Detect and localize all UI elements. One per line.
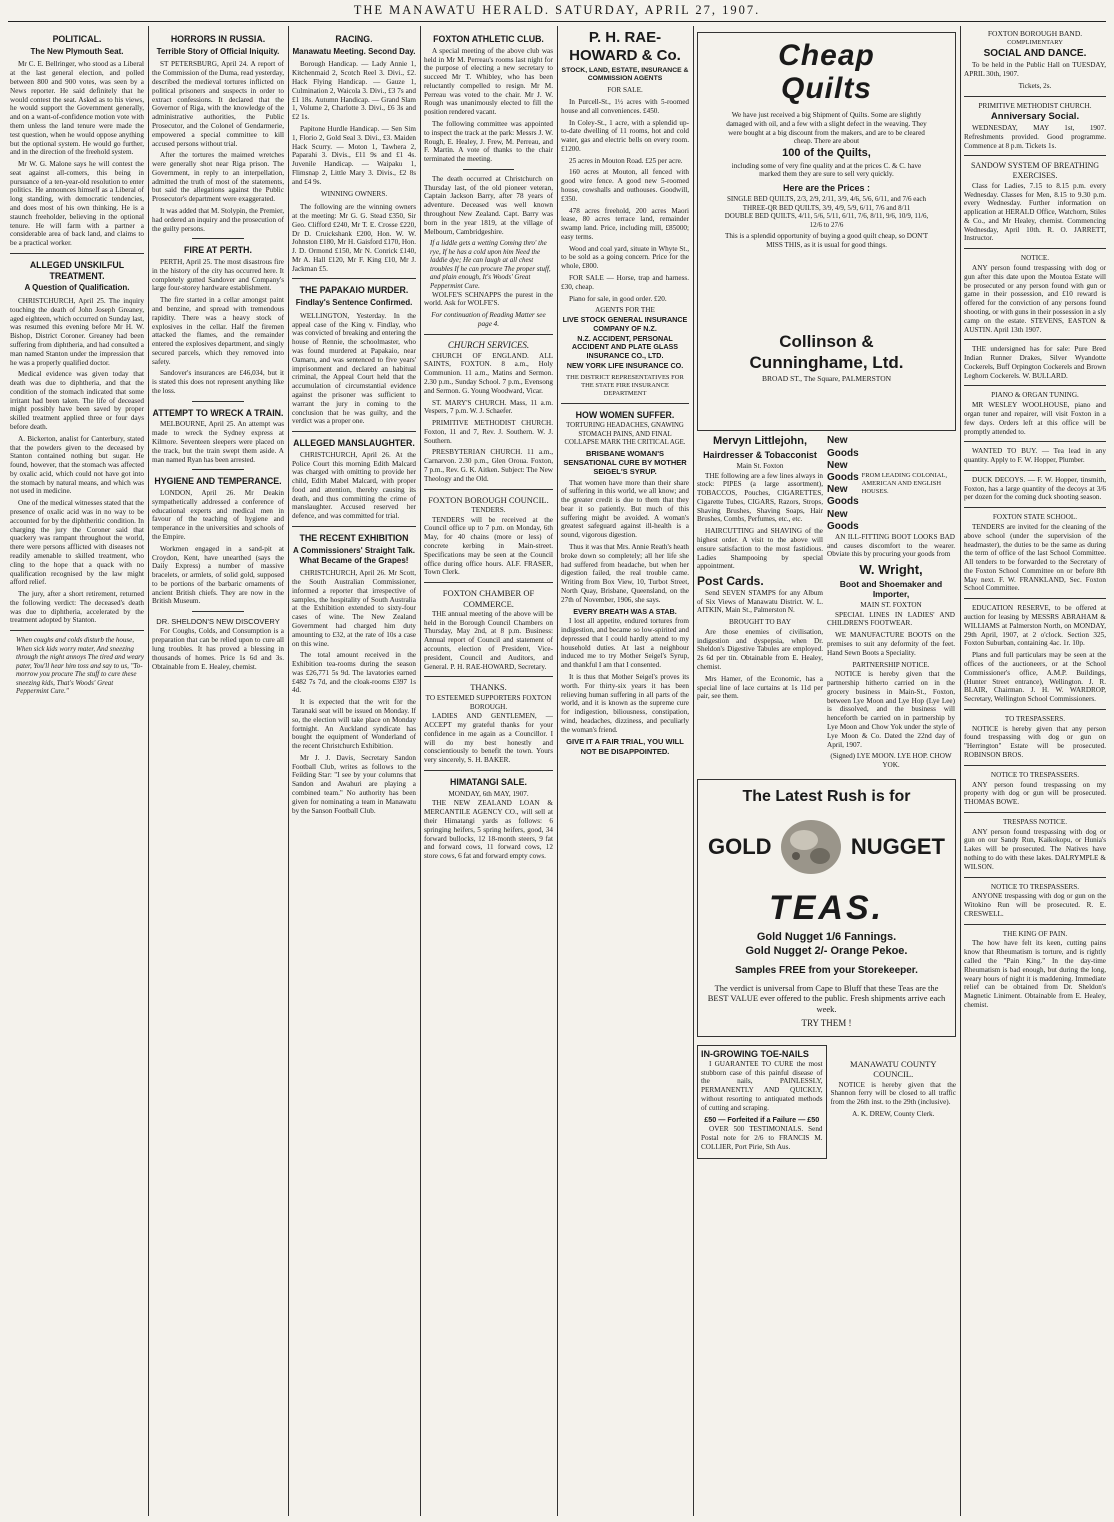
- notice-paragraph: MR WESLEY WOOLHOUSE, piano and organ tuner and repairer, will visit Foxton in a few days. Orders left at this office will be promptly attended to.: [964, 401, 1106, 436]
- racing-subheading: Manawatu Meeting. Second Day.: [292, 46, 416, 56]
- breath-heading: EVERY BREATH WAS A STAB.: [573, 606, 677, 616]
- column-1: [10, 28, 144, 1516]
- chamber-heading: FOXTON CHAMBER OF COMMERCE.: [442, 588, 535, 609]
- littlejohn-ad: [697, 435, 823, 770]
- new-goods-stack: [827, 435, 859, 533]
- piano-heading: PIANO & ORGAN TUNING.: [991, 391, 1079, 400]
- thanks-heading: THANKS.: [470, 682, 507, 693]
- toenails-ad: [697, 1045, 827, 1159]
- pekoe-line: Gold Nugget 2/- Orange Pekoe.: [745, 945, 908, 958]
- new-goods-label: New Goods: [827, 435, 859, 459]
- column-rule: [420, 26, 421, 1516]
- littlejohn-subtitle: Hairdresser & Tobacconist: [703, 449, 817, 460]
- notice-heading: NOTICE.: [1020, 254, 1050, 263]
- partnership-heading: PARTNERSHIP NOTICE.: [852, 660, 930, 669]
- racing-heading: RACING.: [335, 34, 373, 44]
- ad-paragraph: NOTICE is hereby given that the partnership hitherto carried on in the grocery business in Main-St., Foxton, between Lye Moon and Lye Hop (Lye Lee) is dissolved, and the business will henceforth be carried on in partnership by Lye Moon and Chow Yok under the style of Lye Moon & Co. Dated the 22nd day of April, 1907.: [827, 670, 955, 749]
- church-listing: ST. MARY'S CHURCH. Mass, 11 a.m. Vespers, 7 p.m. W. J. Schaefer.: [424, 398, 553, 416]
- new-goods-label: New Goods: [827, 508, 859, 532]
- papakaio-heading: THE PAPAKAIO MURDER.: [299, 285, 409, 296]
- collinson-name: Collinson & Cunninghame, Ltd.: [749, 331, 904, 372]
- partnership-signature: (Signed) LYE MOON. LYE HOP. CHOW YOK.: [830, 752, 952, 770]
- toenails-heading: IN-GROWING TOE-NAILS: [701, 1048, 809, 1059]
- masthead-rule: [8, 21, 1106, 22]
- article-paragraph: The following committee was appointed to inspect the track at the park: Messrs J. W. Rough, E. Healey, J. Frew, M. Perreau, and F. Martin. A vote of thanks to the chair terminated the meeting.: [424, 119, 553, 164]
- papakaio-subheading: Findlay's Sentence Confirmed.: [295, 298, 413, 308]
- meth-heading: PRIMITIVE METHODIST CHURCH.: [978, 101, 1092, 110]
- divider: [424, 770, 553, 771]
- divider: [964, 339, 1106, 340]
- peppermint-poem: When coughs and colds disturb the house, When sick kids worry mater, And sneezing through the night annoys The tired and weary pater, You'll hear him toss and say to us, "To-morrow you procure The stuff to cure these sneezing kids, That's Woods' Great Peppermint Cure.": [16, 636, 144, 696]
- column-4: [424, 28, 553, 1516]
- listing: In Purcell-St., 1½ acres with 5-roomed house and all conveniences. £450.: [561, 97, 689, 115]
- rush-heading: The Latest Rush is for: [742, 787, 911, 805]
- himatangi-date: MONDAY, 6th MAY, 1907.: [448, 789, 529, 798]
- column-3: [292, 28, 416, 1516]
- notice-paragraph: ANY person found trespassing with dog or gun on our Sandy Run, Kaikokopu, or Hunia's Lakes will be prosecuted. The Natives have nothing to do with these lakes. DALRYMPLE & WILSON.: [964, 827, 1106, 871]
- divider: [463, 169, 515, 170]
- ad-paragraph: OVER 500 TESTIMONIALS. Send Postal note for 2/6 to FRANCIS M. COLLIER, Port Pirie, Sth Aus.: [701, 1125, 823, 1151]
- church-listing: PRIMITIVE METHODIST CHURCH. Foxton, 11 and 7, Rev. J. Southern. W. J. Southern.: [424, 419, 553, 445]
- article-paragraph: CHRISTCHURCH, April 26. At the Police Court this morning Edith Malcard was charged with omitting to provide her child, Edith Mabel Malcard, with proper food and attention, thereby causing its death, and thus committing the crime of manslaughter. Accused reserved her defence, and was committed for trial.: [292, 450, 416, 521]
- article-paragraph: Papitone Hurdle Handicap. — Sen Sim 1, Florio 2, Gold Seal 3. Divi., £3. Maiden Hack Scurry. — Moton 1, Tawhera 2, Paparahi 3. Divis., £11 9s and £1 4s. Juvenile Handicap. — Waipaku 1, Flimsnap 2, Little Mary 3. Divis., £2 8s and £4 9s.: [292, 124, 416, 186]
- new-goods-label: New Goods: [827, 484, 859, 508]
- littlejohn-address: Main St. Foxton: [736, 461, 784, 470]
- king-heading: THE KING OF PAIN.: [1002, 929, 1068, 938]
- nugget-icon: [776, 812, 846, 882]
- notice-paragraph: DUCK DECOYS. — F. W. Hopper, tinsmith, Foxton, has a large quantity of the decoys at 3/6 per dozen for the coming duck shooting season.: [964, 475, 1106, 502]
- band-heading: FOXTON BOROUGH BAND.: [987, 29, 1083, 38]
- listing: Wood and coal yard, situate in Whyte St., to be sold as a going concern. Price for the whole, £800.: [561, 244, 689, 271]
- brought-heading: BROUGHT TO BAY: [728, 618, 792, 627]
- notice-paragraph: Class for Ladies, 7.15 to 8.15 p.m. every Wednesday. Classes for Men, 8.15 to 9.30 p.m. every Wednesday. Further information on application at HERALD Office, Watchorn, Stiles & Co., and Mr Healey, chemist. Commencing Wednesday, April 10th. R. O. JARRETT, Instructor.: [964, 181, 1106, 243]
- article-paragraph: Borough Handicap. — Lady Annie 1, Kitchenmaid 2, Scotch Reel 3. Divi., £2. Hack Flying Handicap. — Gauze 1, Culmination 2, Waicola 3. Divi., £3 7s and £1 18s. Autumn Handicap. — Grand Slam 1, Volume 2, Charlotte 3. Divi., £6 3s and £2 1s.: [292, 60, 416, 122]
- article-paragraph: WOLFE'S SCHNAPPS the purest in the world. Ask for WOLFE'S.: [424, 290, 553, 308]
- price-line: DOUBLE BED QUILTS, 4/11, 5/6, 5/11, 6/11, 7/6, 8/11, 9/6, 10/9, 11/6, 12/6 to 27/6: [724, 212, 929, 229]
- divider: [964, 155, 1106, 156]
- divider: [964, 924, 1106, 925]
- quilts-heading: Quilts: [780, 72, 872, 105]
- divider: [561, 403, 689, 404]
- divider: [964, 709, 1106, 710]
- column-6: [697, 28, 956, 1516]
- sheldon-heading: DR. SHELDON'S NEW DISCOVERY: [156, 617, 280, 627]
- quilts-text: We have just received a big Shipment of Quilts. Some are slightly damaged with oil, and a few with a slight defect in the weaving. They were bought at a big discount from the makers, and are to be cleared cheap. There are about: [726, 111, 927, 146]
- nugget-row: [708, 812, 945, 882]
- article-paragraph: THE annual meeting of the above will be held in the Borough Council Chambers on Thursday, May 2nd, at 8 p.m. Business: Annual report of Council and statement of accounts, election of President, Vice-president, Council and Auditors, and General. P. H. RAE-HOWARD, Secretary.: [424, 609, 553, 671]
- trespass-heading: TRESPASS NOTICE.: [1002, 817, 1068, 826]
- column-rule: [288, 26, 289, 1516]
- article-paragraph: Mr W. G. Malone says he will contest the seat against all-comers, this being in pursuance of a ten-year-old resolution to enter politics. He announces himself as a Liberal of long standing, with democratic tendencies, and does most of his own thinking. He is a staunch freeholder, believing in the optional tenure. He will farm with a partner a considerable area of back land, and claims to be a practical worker.: [10, 160, 144, 248]
- wright-subtitle: Boot and Shoemaker and Importer,: [839, 579, 943, 600]
- political-heading: POLITICAL.: [52, 34, 102, 44]
- manslaughter-heading: ALLEGED MANSLAUGHTER.: [293, 438, 415, 449]
- ad-whitespace: [722, 251, 931, 331]
- article-paragraph: TENDERS will be received at the Council office up to 7 p.m. on Monday, 6th May, for 40 chains (more or less) of concrete kerbing in Main-street. Specifications may be seen at the Council office during office hours. ALF. FRASER, Town Clerk.: [424, 515, 553, 577]
- divider: [964, 765, 1106, 766]
- verdict-text: The verdict is universal from Cape to Bluff that these Teas are the BEST VALUE ever offered to the public. Fresh shipments arrive each week.: [707, 982, 946, 1014]
- notice-paragraph: ANY person found trespassing on my property with dog or gun will be prosecuted. THOMAS BOWE.: [964, 780, 1106, 807]
- notice-paragraph: Plans and full particulars may be seen at the offices of the auctioneers, or at the School Commissioner's office, A.M.P. Buildings, (Hunter Street entrance), Wellington. J. R. BLAIR, Chairman. J. H. W. WARDROP, Secretary, Wellington School Commissioners.: [964, 651, 1106, 704]
- band-social: SOCIAL AND DANCE.: [983, 48, 1087, 60]
- gold-nugget-ad: [697, 779, 956, 1037]
- notice-paragraph: NOTICE is hereby given that any person found trespassing with dog or gun on "Herrington" Estate will be prosecuted. ROBINSON BROS.: [964, 724, 1106, 759]
- trespass-heading: TO TRESPASSERS.: [1004, 714, 1066, 723]
- agency: NEW YORK LIFE INSURANCE CO.: [566, 361, 684, 371]
- divider: [192, 401, 245, 402]
- new-goods-block: [827, 435, 955, 533]
- try-them: TRY THEM !: [801, 1017, 852, 1028]
- article-paragraph: CHRISTCHURCH, April 26. Mr Scott, the South Australian Commissioner, informed a reporter that irrespective of samples, the hospitality of South Australia at the Exhibition extended to sixty-four cases of wine. The New Zealand Government had charged him duty amounting to £32, at the rate of 10s a case on this wine.: [292, 569, 416, 648]
- notice-paragraph: ANYONE trespassing with dog or gun on the Witokino Run will be prosecuted. R. E. CRESWELL.: [964, 892, 1106, 918]
- article-paragraph: The total amount received in the Exhibition tea-rooms during the season was £26,771 5s 9d. The lavatories earned £482 7s 7d, and the cloak-rooms £397 1s 4d.: [292, 651, 416, 695]
- church-listing: CHURCH OF ENGLAND. ALL SAINTS, FOXTON. 8 a.m., Holy Communion. 11 a.m., Matins and Sermon. 2.30 p.m., Sunday School. 7 p.m., Evensong and Sermon. G. Young Woodward, Vicar.: [424, 351, 553, 395]
- price-line: THREE-QR BED QUILTS, 3/9, 4/9, 5/9, 6/11, 7/6 and 8/11: [742, 203, 911, 212]
- ad-paragraph: HAIRCUTTING and SHAVING of the highest order. A visit to the above will ensure satisfaction to the most fastidious. Ladies Shampooing by special appointment.: [697, 527, 823, 571]
- article-paragraph: CHRISTCHURCH, April 25. The inquiry touching the death of John Joseph Greaney, aged eighteen, which occurred on Sunday last, was resumed this evening before Mr H. W. Bishop, District Coroner. Greaney had been suffering from diphtheria, and had consulted a man named Stanton under the impression that he was a properly qualified doctor.: [10, 297, 144, 367]
- article-paragraph: ST PETERSBURG, April 24. A report of the Commission of the Duma, read yesterday, described the medieval tortures inflicted on political prisoners and suspects in order to extract confessions. It declared that the Governor of Riga, with the knowledge of the administrative authorities, the Public Prosecutor, and the Colonel of Gendarmerie, empowered a special committee to kill accused persons without trial.: [152, 60, 284, 148]
- column-rule: [693, 26, 694, 1516]
- article-paragraph: LONDON, April 26. Mr Deakin sympathetically addressed a conference of educational experts and medical men in favour of the teaching of hygiene and temperance in the universities and schools of the Empire.: [152, 489, 284, 541]
- price-line: SINGLE BED QUILTS, 2/3, 2/9, 2/11, 3/9, 4/6, 5/6, 6/11, and 7/6 each: [726, 195, 927, 204]
- divider: [424, 334, 553, 335]
- article-paragraph: LADIES AND GENTLEMEN, — ACCEPT my grateful thanks for your confidence in me again as a Councillor. I will do my best honestly and conscientiously to benefit the town. Yours very sincerely, S. H. BAKER.: [424, 712, 553, 765]
- masthead: THE MANAWATU HERALD. SATURDAY, APRIL 27, 1907.: [353, 3, 761, 17]
- article-paragraph: A special meeting of the above club was held in Mr M. Perreau's rooms last night for the purpose of electing a new secretary to succeed Mr T. Whibley, who has been reluctantly compelled to resign. Mr M. Perreau was voted to the chair. Mr J. W. Rough was unanimously elected to fill the position rendered vacant.: [424, 46, 553, 117]
- article-paragraph: That women have more than their share of suffering in this world, we all know; and the greater credit is due to them that they bear it so patiently. But much of this suffering might be avoided. A woman's greatest safeguard against ill-health is a sound, vigorous digestion.: [561, 478, 689, 540]
- county-notice: [831, 1041, 956, 1163]
- article-paragraph: After the tortures the maimed wretches were generally shot near Riga prison. The Government, in reply to an interpellation, admitted the truth of most of the statements, but said the allegations against the Public Prosecutor's department were exaggerated.: [152, 151, 284, 204]
- collinson-address: BROAD ST., The Square, PALMERSTON: [761, 374, 892, 384]
- horrors-subheading: Terrible Story of Official Iniquity.: [156, 46, 280, 56]
- samples-line: Samples FREE from your Storekeeper.: [735, 964, 918, 976]
- ad-paragraph: THE following are a few lines always in stock: PIPES (a large assortment), TOBACCOS, Pouches, CIGARETTES, Cigarette Tubes, CIGARS, Razors, Strops, Shaving Brushes, Shaving Soaps, Hair Brushes, Combs, Perfumes, etc., etc.: [697, 471, 823, 524]
- notice-paragraph: The how have felt its keen, cutting pains know that Rheumatism is torture, and is rightly called the "Pain King." In the day-time Rheumatism is bad enough, but during the long, weary hours of night it is maddening. Immediate relief can be obtained from Dr. Sheldon's Magnetic Liniment. Obtainable from E. Healey, chemist.: [964, 939, 1106, 1009]
- divider: [292, 278, 416, 279]
- article-paragraph: Mr C. E. Bellringer, who stood as a Liberal at the last general election, and polled between 800 and 900 votes, was seen by a News reporter. He said definitely that he would contest the seat. Asked as to his views, he would support the Government generally, and on a want-of-confidence motion vote with them unless the land tenure were made the test question, when he would oppose anything but the optional system. He would go further, and in the direction of the freehold system.: [10, 60, 144, 157]
- band-tickets: Tickets, 2s.: [1018, 81, 1052, 90]
- article-paragraph: One of the medical witnesses stated that the presence of oxalic acid was in no way to be accounted for by the diphtheritic condition. In charging the jury the Coroner said that quackery was rampant throughout the world, there were persons afflicted with diseases not readily amenable to skilled treatment, who cling to the hope that a quack with no qualification recognised by the law might afford relief.: [10, 499, 144, 587]
- meth-social: Anniversary Social.: [990, 111, 1080, 123]
- article-paragraph: The death occurred at Christchurch on Thursday last, of the old pioneer veteran, Captain Jackson Barry, after 78 years of adventure. Deceased was well known throughout New Zealand. Capt. Barry was born in the year 1819, at the village of Melbourn, Cambridgeshire.: [424, 174, 553, 236]
- notice-paragraph: ANY person found trespassing with dog or gun after this date upon the Moutoa Estate will be prosecuted or any person found with gun or game in their possession, and £10 reward is offered for the conviction of any persons found shooting, or with guns in their possession in a sly camp on the estate. STEVENS, EASTON & AUSTIN. April 13th 1907.: [964, 264, 1106, 334]
- divider: [964, 877, 1106, 878]
- divider: [424, 676, 553, 677]
- divider: [292, 431, 416, 432]
- article-paragraph: It was added that M. Stolypin, the Premier, had ordered an inquiry and the prosecution of the guilty persons.: [152, 206, 284, 233]
- church-heading: CHURCH SERVICES.: [447, 339, 530, 350]
- divider: [192, 238, 245, 239]
- women-subheading: TORTURING HEADACHES, GNAWING STOMACH PAINS, AND FINAL COLLAPSE MARK THE CRITICAL AGE.: [564, 422, 686, 446]
- unskilful-subheading: A Question of Qualification.: [24, 283, 130, 293]
- cheap-quilts-ad: [697, 32, 956, 431]
- listing: FOR SALE — Horse, trap and harness. £30, cheap.: [561, 274, 689, 291]
- ad-paragraph: Send SEVEN STAMPS for any Album of Six Views of Manawatu District. W. L. AITKIN, Main St., Palmerston N.: [697, 588, 823, 615]
- prices-heading: Here are the Prices :: [782, 183, 871, 194]
- article-paragraph: I lost all appetite, endured tortures from indigestion, and became so low-spirited and depressed that I could hardly attend to my household duties. At last a neighbour induced me to try Mother Seigel's Syrup, and thankful I am that I consented.: [561, 617, 689, 670]
- ad-paragraph: I GUARANTEE TO CURE the most stubborn case of this painful disease of the nails, PAINLESSLY, PERMANENTLY AND QUICKLY, without resorting to antiquated methods of cutting and scraping.: [701, 1059, 823, 1112]
- article-paragraph: Sandover's insurances are £46,034, but it is stated this does not represent anything like the loss.: [152, 369, 284, 395]
- council-subheading: TENDERS.: [471, 505, 506, 514]
- article-paragraph: Thus it was that Mrs. Annie Reath's heath broke down so completely; all her life she had suffered from headache, but when her digestion failed, the real trouble came. Writing from Box View, 10, Turbot Street, North Quay, Brisbane, Queensland, on the 27th of November, 1906, she says.: [561, 543, 689, 604]
- exhibition-heading: THE RECENT EXHIBITION: [299, 533, 409, 544]
- quilts-text: This is a splendid opportunity of buying a good quilt cheap, so DON'T MISS THIS, as it is usual for good things.: [724, 232, 929, 249]
- owners-heading: WINNING OWNERS.: [320, 190, 388, 199]
- quilts-highlight: 100 of the Quilts,: [782, 147, 871, 160]
- divider: [292, 526, 416, 527]
- trial-slogan: GIVE IT A FAIR TRIAL, YOU WILL NOT BE DISAPPOINTED.: [566, 737, 684, 756]
- gold-word: GOLD: [708, 833, 772, 859]
- article-paragraph: Workmen engaged in a sand-pit at Croydon, Kent, have unearthed (says the Daily Express) a number of massive bracelets, or armlets, of solid gold, supposed to be portions of the barbaric ornaments of ancient British chiefs. They are now in the British Museum.: [152, 544, 284, 606]
- column-rule: [557, 26, 558, 1516]
- listing: 25 acres in Mouton Road. £25 per acre.: [569, 156, 683, 165]
- county-heading: MANAWATU COUNTY COUNCIL.: [850, 1058, 937, 1080]
- sandow-heading: SANDOW SYSTEM OF BREATHING EXERCISES.: [970, 161, 1100, 181]
- article-paragraph: It is thus that Mother Seigel's proves its worth. For thirty-six years it has been relieving human suffering in all parts of the world, and it is known as the supreme cure for indigestion, biliousness, constipation, wind, headaches, dizziness, and peculiarly the woman's friend.: [561, 672, 689, 734]
- column-rule: [960, 26, 961, 1516]
- listing: 478 acres freehold, 200 acres Maori lease, 80 acres terrace land, remainder swamp land. Price, including mill, £85000; easy terms.: [561, 206, 689, 241]
- trespass-heading: NOTICE TO TRESPASSERS.: [990, 770, 1080, 779]
- column-2: [152, 28, 284, 1516]
- article-paragraph: For Coughs, Colds, and Consumption is a preparation that can be relied upon to cure all lung troubles. It has proved a blessing in thousands of homes. Price 1s 6d and 3s. Obtainable from E. Healey, chemist.: [152, 627, 284, 671]
- wright-address: MAIN ST. FOXTON: [860, 600, 922, 609]
- article-paragraph: The fire started in a cellar amongst paint and benzine, and spread with tremendous rapidity. There was a heavy stock of explosives in the cellar. Half the firemen attacked the flames, and the remainder entered the explosives department, and singly secured parcels, which they removed into safety.: [152, 296, 284, 366]
- article-paragraph: It is expected that the writ for the Taranaki seat will be issued on Monday. If so, the election will take place on Monday fortnight. An Auckland syndicate has bought the equipment of Wonderland of the recent Christchurch Exhibition.: [292, 698, 416, 751]
- divider: [10, 630, 144, 631]
- divider: [964, 812, 1106, 813]
- county-signature: A. K. DREW, County Clerk.: [852, 1109, 935, 1118]
- train-heading: ATTEMPT TO WRECK A TRAIN.: [152, 407, 284, 418]
- new-goods-label: New Goods: [827, 459, 859, 483]
- nugget-word: NUGGET: [850, 833, 945, 859]
- ad-row: [697, 1041, 956, 1163]
- himatangi-heading: HIMATANGI SALE.: [450, 776, 527, 787]
- athletic-heading: FOXTON ATHLETIC CLUB.: [433, 34, 544, 44]
- divider: [192, 611, 245, 612]
- divider: [424, 489, 553, 490]
- wright-name: W. Wright,: [859, 562, 923, 578]
- article-paragraph: A. Bickerton, analist for Canterbury, stated that the powders given to the deceased by Stanton contained nothing but sugar. He found, however, that the stomach was affected by oxalic acid, which could not have got into the stomach by natural means, and which was not used in medicine.: [10, 434, 144, 496]
- article-paragraph: PERTH, April 25. The most disastrous fire in the history of the city has occurred here. It completely gutted Sandover and Company's large four-storey hardware establishment.: [152, 258, 284, 293]
- women-subheading-2: BRISBANE WOMAN'S SENSATIONAL CURE BY MOTHER SEIGEL'S SYRUP.: [563, 449, 687, 477]
- listing: 160 acres at Mouton, all fenced with good wire fence. A good new 5-roomed house, cowshalls and outhouses. Goodwill, £350.: [561, 168, 689, 203]
- exhibition-subheading: A Commissioners' Straight Talk. What Became of the Grapes!: [293, 545, 415, 565]
- ad-paragraph: AN ILL-FITTING BOOT LOOKS BAD and causes discomfort to the wearer. Obviate this by procuring your goods from: [827, 532, 955, 559]
- listing: Piano for sale, in good order. £20.: [569, 294, 667, 303]
- forfeit-line: £50 — Forfeited if a Failure — £50: [704, 1114, 820, 1124]
- notice-paragraph: To be held in the Public Hall on TUESDAY, APRIL 30th, 1907.: [964, 61, 1106, 79]
- listing: In Coley-St., 1 acre, with a splendid up-to-date dwelling of 11 rooms, hot and cold water, gas and electric bells on every room. £1200.: [561, 118, 689, 153]
- unskilful-heading: ALLEGED UNSKILFUL TREATMENT.: [29, 259, 125, 281]
- article-paragraph: Mr J. J. Davis, Secretary Sandon Football Club, writes as follows to the Feilding Star: "I see by your columns that Sandon and Awahuri are playing a combined team." No authority has been given for nominating a team in Manawatu by the Sanson Football Club.: [292, 753, 416, 815]
- school-heading: FOXTON STATE SCHOOL.: [992, 513, 1078, 522]
- plymouth-heading: The New Plymouth Seat.: [30, 46, 124, 56]
- new-goods-from: FROM LEADING COLONIAL, AMERICAN AND ENGLISH HOUSES.: [861, 472, 948, 496]
- divider: [964, 598, 1106, 599]
- agents-label: AGENTS FOR THE: [595, 306, 655, 315]
- women-heading: HOW WOMEN SUFFER.: [575, 409, 675, 420]
- teas-heading: TEAS.: [768, 889, 885, 928]
- verse: If a liddle gets a wetting Coming thro' the rye, If he has a cold upon him Need the laddie dye; He can laugh at all chest troubles If he can procure The proper stuff, and plain enough, It's Woods' Great Peppermint Cure.: [430, 239, 551, 290]
- cheap-heading: Cheap: [778, 39, 875, 72]
- article-paragraph: THE NEW ZEALAND LOAN & MERCANTILE AGENCY CO., will sell at their Himatangi yards as follows: 6 springing heifers, 5 spring heifers, good, 34 forward bullocks, 12 18-month steers, 9 fat and forward cows, 11 forward cows, 12 store cows, 6 fat and forward empty cows.: [424, 799, 553, 861]
- wright-ad: [827, 435, 955, 770]
- divider: [964, 507, 1106, 508]
- divider: [10, 253, 144, 254]
- ad-whitespace: [722, 384, 931, 424]
- hygiene-heading: HYGIENE AND TEMPERANCE.: [154, 476, 282, 487]
- column-rule: [148, 26, 149, 1516]
- littlejohn-name: Mervyn Littlejohn,: [712, 435, 808, 448]
- for-sale-heading: FOR SALE.: [607, 86, 643, 95]
- agency: N.Z. ACCIDENT, PERSONAL ACCIDENT AND PLATE GLASS INSURANCE CO., LTD.: [571, 333, 679, 361]
- article-paragraph: WELLINGTON, Yesterday. In the appeal case of the King v. Findlay, who was convicted of breaking and entering the house of Rennie, the schoolmaster, who was found murdered at Papakaio, near Oamaru, and was sentenced to five years' imprisonment and declared an habitual criminal, the Appeal Court held that the accumulation of circumstantial evidence against the prisoner was sufficient to warrant the jury in coming to the conclusion that he was guilty, and the verdict was a proper one.: [292, 311, 416, 426]
- church-listing: PRESBYTERIAN CHURCH. 11 a.m., Carnarvon. 2.30 p.m., Glen Oroua. Foxton, 7 p.m., Rev. G. K. Aitken. Subject: The New Theology and the Old.: [424, 448, 553, 483]
- ad-paragraph: WE MANUFACTURE BOOTS on the premises to suit any deformity of the feet. Hand Sewn Boots a Speciality.: [827, 631, 955, 657]
- divider: [964, 96, 1106, 97]
- divider: [964, 470, 1106, 471]
- column-5: [561, 28, 689, 1516]
- fire-heading: FIRE AT PERTH.: [184, 245, 252, 256]
- ad-paragraph: Mrs Hamer, of the Economic, has a special line of lace curtains at 1s 11d per pair, see them.: [697, 674, 823, 701]
- ad-paragraph: NOTICE is hereby given that the Shannon ferry will be closed to all traffic from the 26th inst. to the 29th (inclusive).: [830, 1080, 956, 1107]
- divider: [424, 582, 553, 583]
- postcards-heading: Post Cards.: [697, 574, 764, 589]
- article-paragraph: MELBOURNE, April 25. An attempt was made to wreck the Sydney express at Kilmore. Seventeen sleepers were placed on the track, but the train swept them aside. A man named Ryan has been arrested.: [152, 420, 284, 464]
- agency: LIVE STOCK GENERAL INSURANCE COMPANY OF N.Z.: [562, 315, 688, 333]
- divider: [964, 385, 1106, 386]
- article-paragraph: Medical evidence was given today that death was due to diphtheria, and that the condition of the stomach indicated that some irritant had been taken. The life of deceased might possibly have been saved by proper skilled treatment applied three or four days before death.: [10, 370, 144, 431]
- council-heading: FOXTON BOROUGH COUNCIL.: [428, 494, 549, 505]
- quilts-text: including some of very fine quality and at the prices C. & C. have marked them they are sure to sell very quickly.: [731, 161, 922, 179]
- horrors-heading: HORRORS IN RUSSIA.: [170, 34, 266, 44]
- agency: THE DISTRICT REPRESENTATIVES FOR THE STATE FIRE INSURANCE DEPARTMENT: [566, 373, 684, 397]
- fannings-line: Gold Nugget 1/6 Fannings.: [756, 930, 897, 943]
- divider: [192, 469, 245, 470]
- notice-paragraph: EDUCATION RESERVE, to be offered at auction for leasing by MESSRS ABRAHAM & WILLIAMS at Palmerston North, on MONDAY, 29th April, 1907, at 2 o'clock. Section 325, Foxton Suburban, containing 4ac. 1r. 10p.: [964, 604, 1106, 648]
- notice-paragraph: WANTED TO BUY. — Tea lead in any quantity. Apply to F. W. Hopper, Plumber.: [964, 447, 1106, 465]
- trespass-heading: NOTICE TO TRESPASSERS.: [990, 882, 1080, 891]
- article-paragraph: The jury, after a short retirement, returned the following verdict: The deceased's death was due to diphtheria, accelerated by the treatment adopted by Stanton.: [10, 590, 144, 625]
- rae-howard-name: P. H. RAE-HOWARD & Co.: [569, 29, 681, 65]
- column-7: [964, 28, 1106, 1516]
- thanks-subheading: TO ESTEEMED SUPPORTERS FOXTON BOROUGH.: [425, 693, 552, 711]
- continuation-note: For continuation of Reading Matter see page 4.: [431, 311, 546, 328]
- notice-paragraph: THE undersigned has for sale: Pure Bred Indian Runner Drakes, Silver Wyandotte Cockerels, Buff Orpington Cockerels and Brown Leghorn Cockerels. W. BULLARD.: [964, 345, 1106, 380]
- ad-row: [697, 435, 956, 770]
- notice-paragraph: WEDNESDAY, MAY 1st, 1907. Refreshments provided. Good programme. Commence at 8 p.m. Tickets 1s.: [964, 123, 1106, 150]
- divider: [964, 441, 1106, 442]
- rae-howard-subtitle: STOCK, LAND, ESTATE, INSURANCE & COMMISSION AGENTS: [561, 66, 689, 82]
- article-paragraph: The following are the winning owners at the meeting: Mr G. G. Stead £350, Sir Geo. Clifford £240, Mr T. E. Crosse £220, Dr D. Cruickshank £200, Hon. W. W. Johnston £180, Mr H. Gaisford £170, Hon. J. D. Ormond £150, Mr N. Conrick £140, Mr A. Hall £120, Mr F. King £10, Mr J. Jackman £5.: [292, 203, 416, 273]
- band-complimentary: COMPLIMENTARY: [1007, 39, 1063, 47]
- notice-paragraph: TENDERS are invited for the cleaning of the above school (under the supervision of the headmaster), the duties to be the same as during the term of office of the last School Committee. All tenders to be forwarded to the Secretary of the Foxton School Committee on or before 8th May next. F. W. FRANKLAND, Sec. Foxton School Committee.: [964, 523, 1106, 593]
- ad-paragraph: SPECIAL LINES IN LADIES' AND CHILDREN'S FOOTWEAR.: [827, 610, 955, 628]
- divider: [964, 248, 1106, 249]
- ad-paragraph: Are those enemies of civilisation, indigestion and dyspepsia, when Dr. Sheldon's Digestive Tabules are employed. 2s 6d per tin. Obtainable from E. Healey, chemist.: [697, 627, 823, 672]
